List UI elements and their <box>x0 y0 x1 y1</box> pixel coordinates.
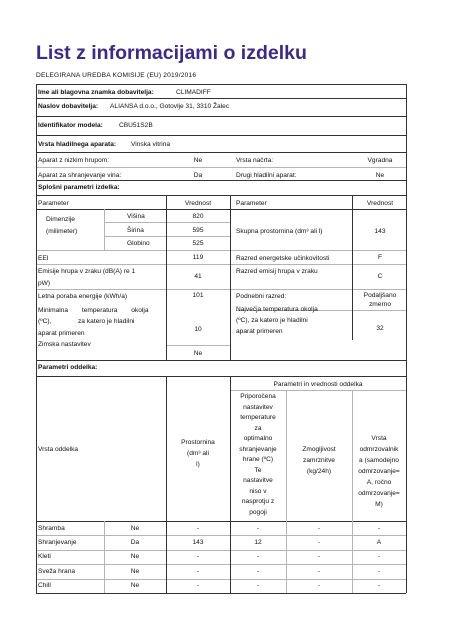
compartment-row-defrost: - <box>377 524 381 532</box>
address-value: ALIANSA d.o.o., Gotovlje 31, 3310 Žalec <box>110 103 230 110</box>
h-temp-line: nasprotju z <box>241 498 275 505</box>
climate-class-value-2: zmerno <box>369 301 391 308</box>
min-temp-label-2a: (ºC), <box>38 318 52 325</box>
h-freeze-line: Zmogljivost <box>302 446 336 453</box>
compartment-row-freeze: - <box>317 553 321 561</box>
design-type-label: Vrsta načrta: <box>236 157 274 164</box>
compartment-row-present: Ne <box>130 553 140 561</box>
h-temp-line: nastavitev <box>243 403 273 411</box>
low-noise-label: Aparat z nizkim hrupom: <box>38 157 110 164</box>
noise-emission-label-unit: pW) <box>38 280 51 287</box>
compartment-group-header: Parametri in vrednosti oddelka <box>273 381 363 388</box>
general-section-title: Splošni parametri izdelka: <box>38 184 120 191</box>
page-title: List z informacijami o izdelku <box>36 42 307 64</box>
depth-value: 525 <box>192 240 204 247</box>
design-type-value: Vgradna <box>367 157 393 164</box>
compartment-row-name: Shramba <box>38 524 65 532</box>
height-value: 820 <box>192 213 204 220</box>
compartment-row-present: Da <box>130 538 140 546</box>
min-temp-label-2b: za katero je hladilni <box>78 318 135 325</box>
width-value: 595 <box>192 227 204 234</box>
h-temp-line: za <box>254 424 262 432</box>
h-temp-line: hrane (ºC) <box>242 456 274 463</box>
h-temp-line: temperature <box>240 414 276 421</box>
depth-label: Globino <box>127 240 150 247</box>
compartment-section-title: Parametri oddelka: <box>38 364 98 371</box>
compartment-row-freeze: - <box>317 524 321 532</box>
noise-emission-label: Emisije hrupa v zraku (dB(A) re 1 <box>38 268 136 275</box>
compartment-row-name: Kleti <box>38 553 51 561</box>
general-header-parameter-2: Parameter <box>236 200 267 207</box>
climate-class-value: Podaljšano <box>363 292 397 299</box>
appliance-type-value: Vinska vitrina <box>131 141 171 148</box>
h-volume-line: Prostornina <box>181 439 215 446</box>
h-defrost-line: odmrzovanje= <box>358 490 400 497</box>
eei-label: EEI <box>38 255 49 262</box>
compartment-row-volume: 143 <box>192 538 204 546</box>
appliance-type-label: Vrsta hladilnega aparata: <box>38 141 117 148</box>
h-temp-line: Priporočena <box>240 393 276 400</box>
winter-setting-value: Ne <box>193 350 203 357</box>
winter-setting-label: Zimska nastavitev <box>38 341 91 348</box>
h-temp-line: nastavitve <box>243 477 273 484</box>
wine-storage-label: Aparat za shranjevanje vina: <box>38 172 122 179</box>
dimensions-unit: (milimeter) <box>46 228 78 235</box>
h-freeze-line: zamrznitve <box>303 457 335 464</box>
regulation-subtitle: DELEGIRANA UREDBA KOMISIJE (EU) 2019/2016 <box>36 72 197 79</box>
general-header-value: Vrednost <box>184 200 212 207</box>
compartment-row-volume: - <box>196 524 200 532</box>
volume-label: Skupna prostornina (dm³ ali l) <box>236 228 323 235</box>
compartment-row-name: Chill <box>38 582 51 590</box>
max-temp-label: Največja temperatura okolja <box>236 306 318 313</box>
compartment-row-present: Ne <box>130 524 140 532</box>
compartment-row-temp: - <box>256 582 260 590</box>
annual-energy-value: 101 <box>192 292 204 299</box>
compartment-row-defrost: - <box>377 567 381 575</box>
compartment-row-temp: - <box>256 567 260 575</box>
compartment-row-name: Sveža hrana <box>38 567 76 575</box>
row-divider <box>36 564 406 565</box>
row-divider <box>36 550 406 551</box>
compartment-row-temp: 12 <box>254 538 262 546</box>
compartment-row-volume: - <box>196 582 200 590</box>
max-temp-value: 32 <box>376 325 384 332</box>
h-defrost-line: A, ročno <box>366 479 392 486</box>
compartment-row-temp: - <box>256 524 260 532</box>
min-temp-label-3: aparat primeren <box>38 330 85 337</box>
energy-class-value: F <box>377 254 383 261</box>
general-header-parameter: Parameter <box>38 200 69 207</box>
address-label: Naslov dobavitelja: <box>38 103 99 110</box>
general-header-value-2: Vrednost <box>366 200 394 207</box>
annual-energy-label: Letna poraba energije (kWh/a) <box>38 293 128 300</box>
compartment-row-temp: - <box>256 553 260 561</box>
noise-class-value: C <box>377 273 383 280</box>
eei-value: 119 <box>192 254 204 261</box>
model-value: CBU51S2B <box>119 122 153 129</box>
noise-emission-value: 41 <box>194 273 202 280</box>
compartment-row-volume: - <box>196 567 200 575</box>
energy-class-label: Razred energetske učinkovitosti <box>236 255 330 262</box>
h-defrost-line: Vrsta <box>371 435 387 442</box>
h-defrost-line: odmrzovalnik <box>359 446 399 453</box>
h-volume-line: (dm³ ali <box>187 450 209 457</box>
climate-class-label: Podnebni razred: <box>236 293 287 300</box>
h-temp-line: Te <box>254 466 262 474</box>
compartment-row-defrost: - <box>377 553 381 561</box>
compartment-row-present: Ne <box>130 567 140 575</box>
compartment-row-volume: - <box>196 553 200 561</box>
min-temp-value: 10 <box>194 326 202 333</box>
wine-storage-value: Da <box>193 172 203 179</box>
compartment-row-defrost: A <box>376 538 382 546</box>
dimensions-label: Dimenzije <box>46 216 75 223</box>
compartment-row-defrost: - <box>377 582 381 590</box>
compartment-type-header: Vrsta oddelka <box>38 446 79 453</box>
row-divider <box>36 535 406 536</box>
compartment-row-name: Shranjevanje <box>38 538 77 546</box>
compartment-row-freeze: - <box>317 582 321 590</box>
compartment-row-freeze: - <box>317 567 321 575</box>
h-temp-line: pogoji <box>249 508 267 516</box>
h-defrost-line: odmrzovanje= <box>358 468 400 475</box>
row-divider <box>36 579 406 580</box>
h-temp-line: niso v <box>249 487 267 495</box>
min-temp-label: Minimalna temperatura okolja <box>38 307 149 314</box>
trademark-value: CLIMADIFF <box>176 89 211 96</box>
width-label: Širina <box>127 227 144 234</box>
height-label: Višina <box>127 213 145 220</box>
model-label: Identifikator modela: <box>38 122 103 129</box>
other-appliance-value: Ne <box>375 172 385 179</box>
compartment-row-freeze: - <box>317 538 321 546</box>
compartment-row-present: Ne <box>130 582 140 590</box>
volume-value: 143 <box>374 228 386 235</box>
max-temp-label-2: (ºC), za katero je hladilni <box>236 317 308 324</box>
other-appliance-label: Drugi hladilni aparat: <box>236 172 297 179</box>
low-noise-value: Ne <box>193 157 203 164</box>
h-freeze-line: (kg/24h) <box>306 468 332 475</box>
max-temp-label-3: aparat primeren <box>236 328 283 335</box>
h-defrost-line: M) <box>375 501 383 508</box>
noise-class-label: Razred emisij hrupa v zraku <box>236 268 318 275</box>
trademark-label: Ime ali blagovna znamka dobavitelja: <box>38 89 154 96</box>
h-temp-line: shranjevanje <box>239 445 277 453</box>
h-defrost-line: a (samodejno <box>359 457 399 464</box>
h-temp-line: optimalno <box>243 435 273 442</box>
h-volume-line: l) <box>196 461 200 468</box>
